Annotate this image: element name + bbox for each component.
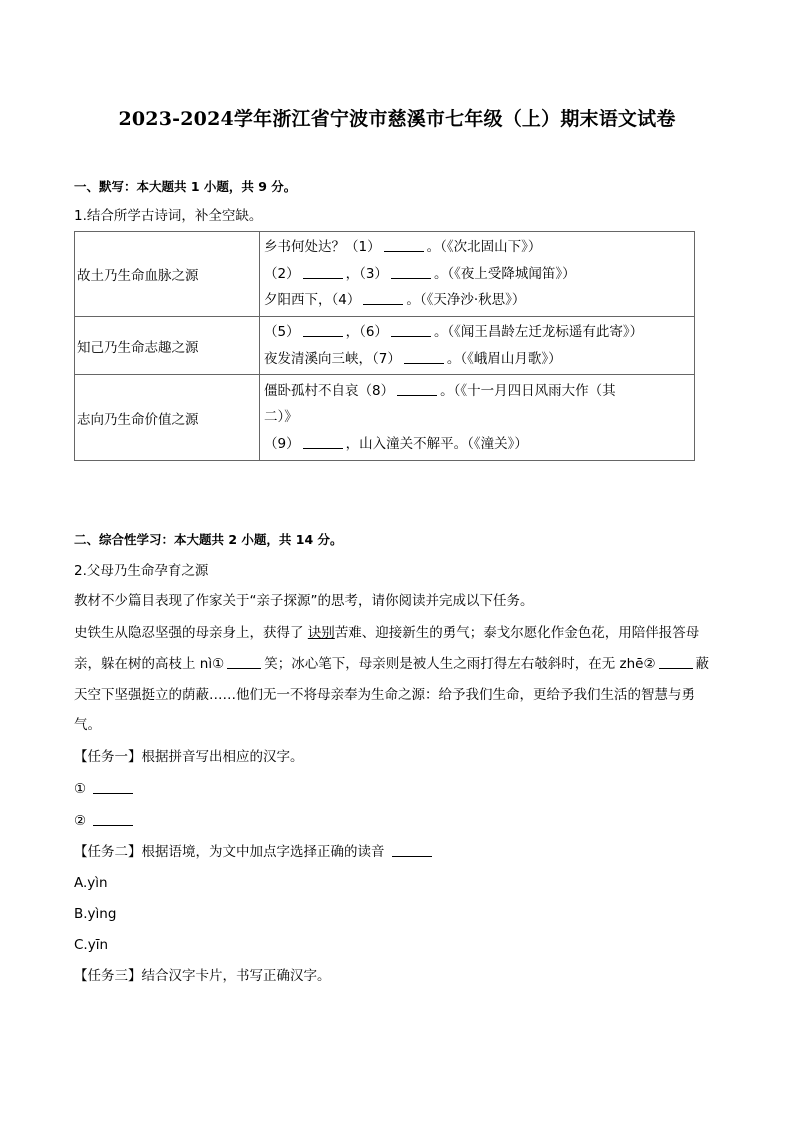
option-b[interactable]: B.yìng: [74, 906, 117, 922]
underlined-word: 诀别: [307, 625, 335, 641]
answer-line-1: ①: [74, 780, 136, 798]
answer-blank-2[interactable]: [93, 812, 133, 826]
task2-prompt: 【任务二】根据语境，为文中加点字选择正确的读音: [74, 843, 435, 861]
paragraph-line: 亲，躲在树的高枝上 nì① 笑；冰心笔下，母亲则是被人生之雨打得左右攲斜时，在无 zhē② 蔽: [74, 656, 710, 672]
page-title: 2023-2024学年浙江省宁波市慈溪市七年级（上）期末语文试卷: [118, 108, 676, 130]
poem-line: （9） ，山入潼关不解平。（《潼关》）: [264, 435, 528, 452]
fill-blank-5[interactable]: [303, 323, 343, 337]
table-row: [75, 317, 695, 375]
fill-blank-6[interactable]: [391, 323, 431, 337]
paragraph-line: 气。: [74, 717, 101, 733]
pinyin-blank-1[interactable]: [227, 655, 261, 669]
poem-line: 乡书何处达？（1） 。（《次北固山下》）: [264, 239, 542, 256]
table-row: [75, 232, 695, 317]
fill-blank-8[interactable]: [397, 382, 437, 396]
theme-cell: 故土乃生命血脉之源: [75, 232, 260, 317]
answer-line-2: ②: [74, 812, 136, 830]
pinyin-blank-2[interactable]: [659, 655, 693, 669]
lines-cell: [260, 375, 695, 461]
intro-text: 教材不少篇目表现了作家关于“亲子探源”的思考，请你阅读并完成以下任务。: [74, 593, 534, 609]
poem-line: 夜发清溪向三峡，（7） 。（《峨眉山月歌》）: [264, 350, 562, 367]
question-2-prompt: 2.父母乃生命孕育之源: [74, 563, 209, 579]
fill-blank-2[interactable]: [303, 265, 343, 279]
poem-line: 二）》: [264, 409, 298, 426]
poem-line: （2） ，（3） 。（《夜上受降城闻笛》）: [264, 265, 576, 282]
option-a[interactable]: A.yìn: [74, 875, 108, 891]
section2-heading: 二、综合性学习：本大题共 2 小题，共 14 分。: [74, 532, 343, 547]
option-c[interactable]: C.yīn: [74, 937, 109, 953]
table-row: [75, 375, 695, 461]
answer-blank-1[interactable]: [93, 780, 133, 794]
fill-blank-1[interactable]: [384, 238, 424, 252]
lines-cell: [260, 232, 695, 317]
theme-cell: 志向乃生命价值之源: [75, 375, 260, 461]
task1-prompt: 【任务一】根据拼音写出相应的汉字。: [74, 749, 304, 765]
fill-blank-4[interactable]: [363, 291, 403, 305]
paragraph-line: 史铁生从隐忍坚强的母亲身上，获得了 诀别苦难、迎接新生的勇气；泰戈尔愿化作金色花，用陪伴报答母: [74, 625, 700, 641]
poem-table: [74, 231, 695, 461]
fill-blank-9[interactable]: [303, 435, 343, 449]
poem-line: （5） ，（6） 。（《闻王昌龄左迁龙标遥有此寄》）: [264, 324, 644, 340]
question-1-prompt: 1.结合所学古诗词，补全空缺。: [74, 208, 263, 224]
answer-blank-3[interactable]: [392, 843, 432, 857]
poem-line: 僵卧孤村不自哀（8） 。（《十一月四日风雨大作（其: [264, 382, 616, 399]
fill-blank-3[interactable]: [391, 265, 431, 279]
section1-heading: 一、默写：本大题共 1 小题，共 9 分。: [74, 179, 297, 194]
paragraph-line: 天空下坚强挺立的荫蔽……他们无一不将母亲奉为生命之源：给予我们生命，更给予我们生活的智慧与勇: [74, 687, 695, 703]
lines-cell: [260, 317, 695, 375]
fill-blank-7[interactable]: [404, 350, 444, 364]
poem-line: 夕阳西下，（4） 。（《天净沙·秋思》）: [264, 292, 526, 309]
theme-cell: 知己乃生命志趣之源: [75, 317, 260, 375]
task3-prompt: 【任务三】结合汉字卡片，书写正确汉字。: [74, 968, 331, 984]
